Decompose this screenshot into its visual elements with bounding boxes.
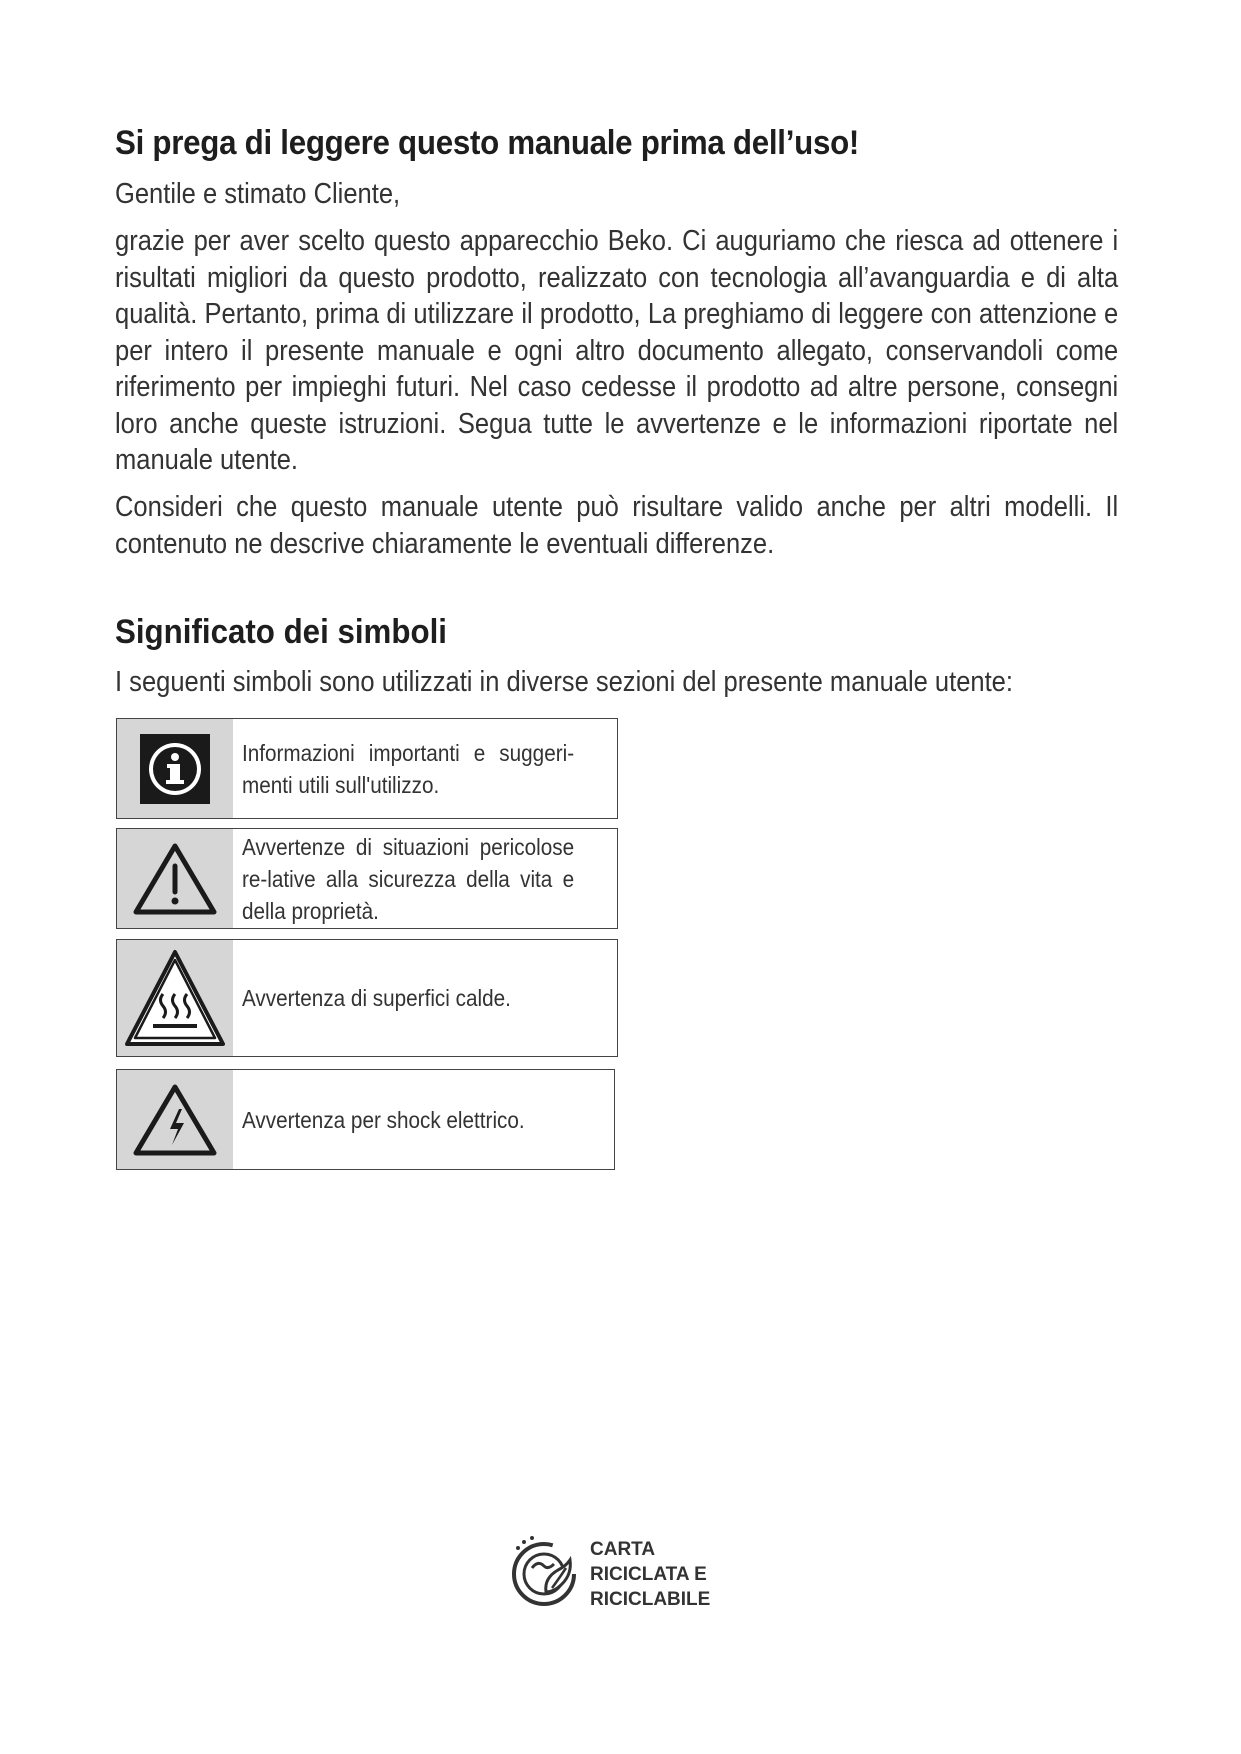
symbol-row-electric-shock [116,1069,615,1170]
symbol-text: Informazioni importanti e suggeri-menti utili sull'utilizzo. [242,739,575,798]
intro-paragraph: grazie per aver scelto questo apparecchio Beko. Ci auguriamo che riesca ad ottenere i risultati migliori da questo prodotto, realizzato con tecnologia all’avanguardia e di alta qualità. Pertanto, prima di utilizzare il prodotto, La preghiamo di leggere con attenzione e per intero il presente manuale e ogni altro documento allegato, conservandoli come riferimento per impieghi futuri. Nel caso cedesse il prodotto ad altre persone, consegni loro anche queste istruzioni. Segua tutte le avvertenze e le informazioni riportate nel manuale utente. [115,225,1119,476]
recycle-globe-icon [506,1532,582,1616]
symbol-row-info [116,718,618,819]
symbol-row-warning [116,828,618,929]
symbol-text: Avvertenza per shock elettrico. [242,1106,525,1133]
logo-line: RICICLABILE [590,1588,711,1610]
symbol-text: Avvertenza di superfici calde. [242,985,511,1011]
page-title: Si prega di leggere questo manuale prima dell’uso! [115,124,860,162]
symbols-intro: I seguenti simboli sono utilizzati in diverse sezioni del presente manuale utente: [115,666,1013,698]
recycled-paper-logo [506,1532,710,1616]
logo-line: CARTA [590,1538,656,1560]
electric-shock-icon [117,1070,233,1169]
greeting: Gentile e stimato Cliente, [115,178,401,210]
symbols-heading: Significato dei simboli [115,613,447,651]
models-paragraph: Consideri che questo manuale utente può risultare valido anche per altri modelli. Il contenuto ne descrive chiaramente le eventuali differenze. [115,491,1119,560]
warning-icon [117,829,233,928]
symbol-text: Avvertenze di situazioni pericolose re-lative alla sicurezza della vita e della proprietà. [242,833,575,924]
logo-line: RICICLATA E [590,1563,707,1585]
info-icon [117,719,233,818]
symbol-row-hot-surface [116,939,618,1057]
hot-surface-icon [117,940,233,1056]
